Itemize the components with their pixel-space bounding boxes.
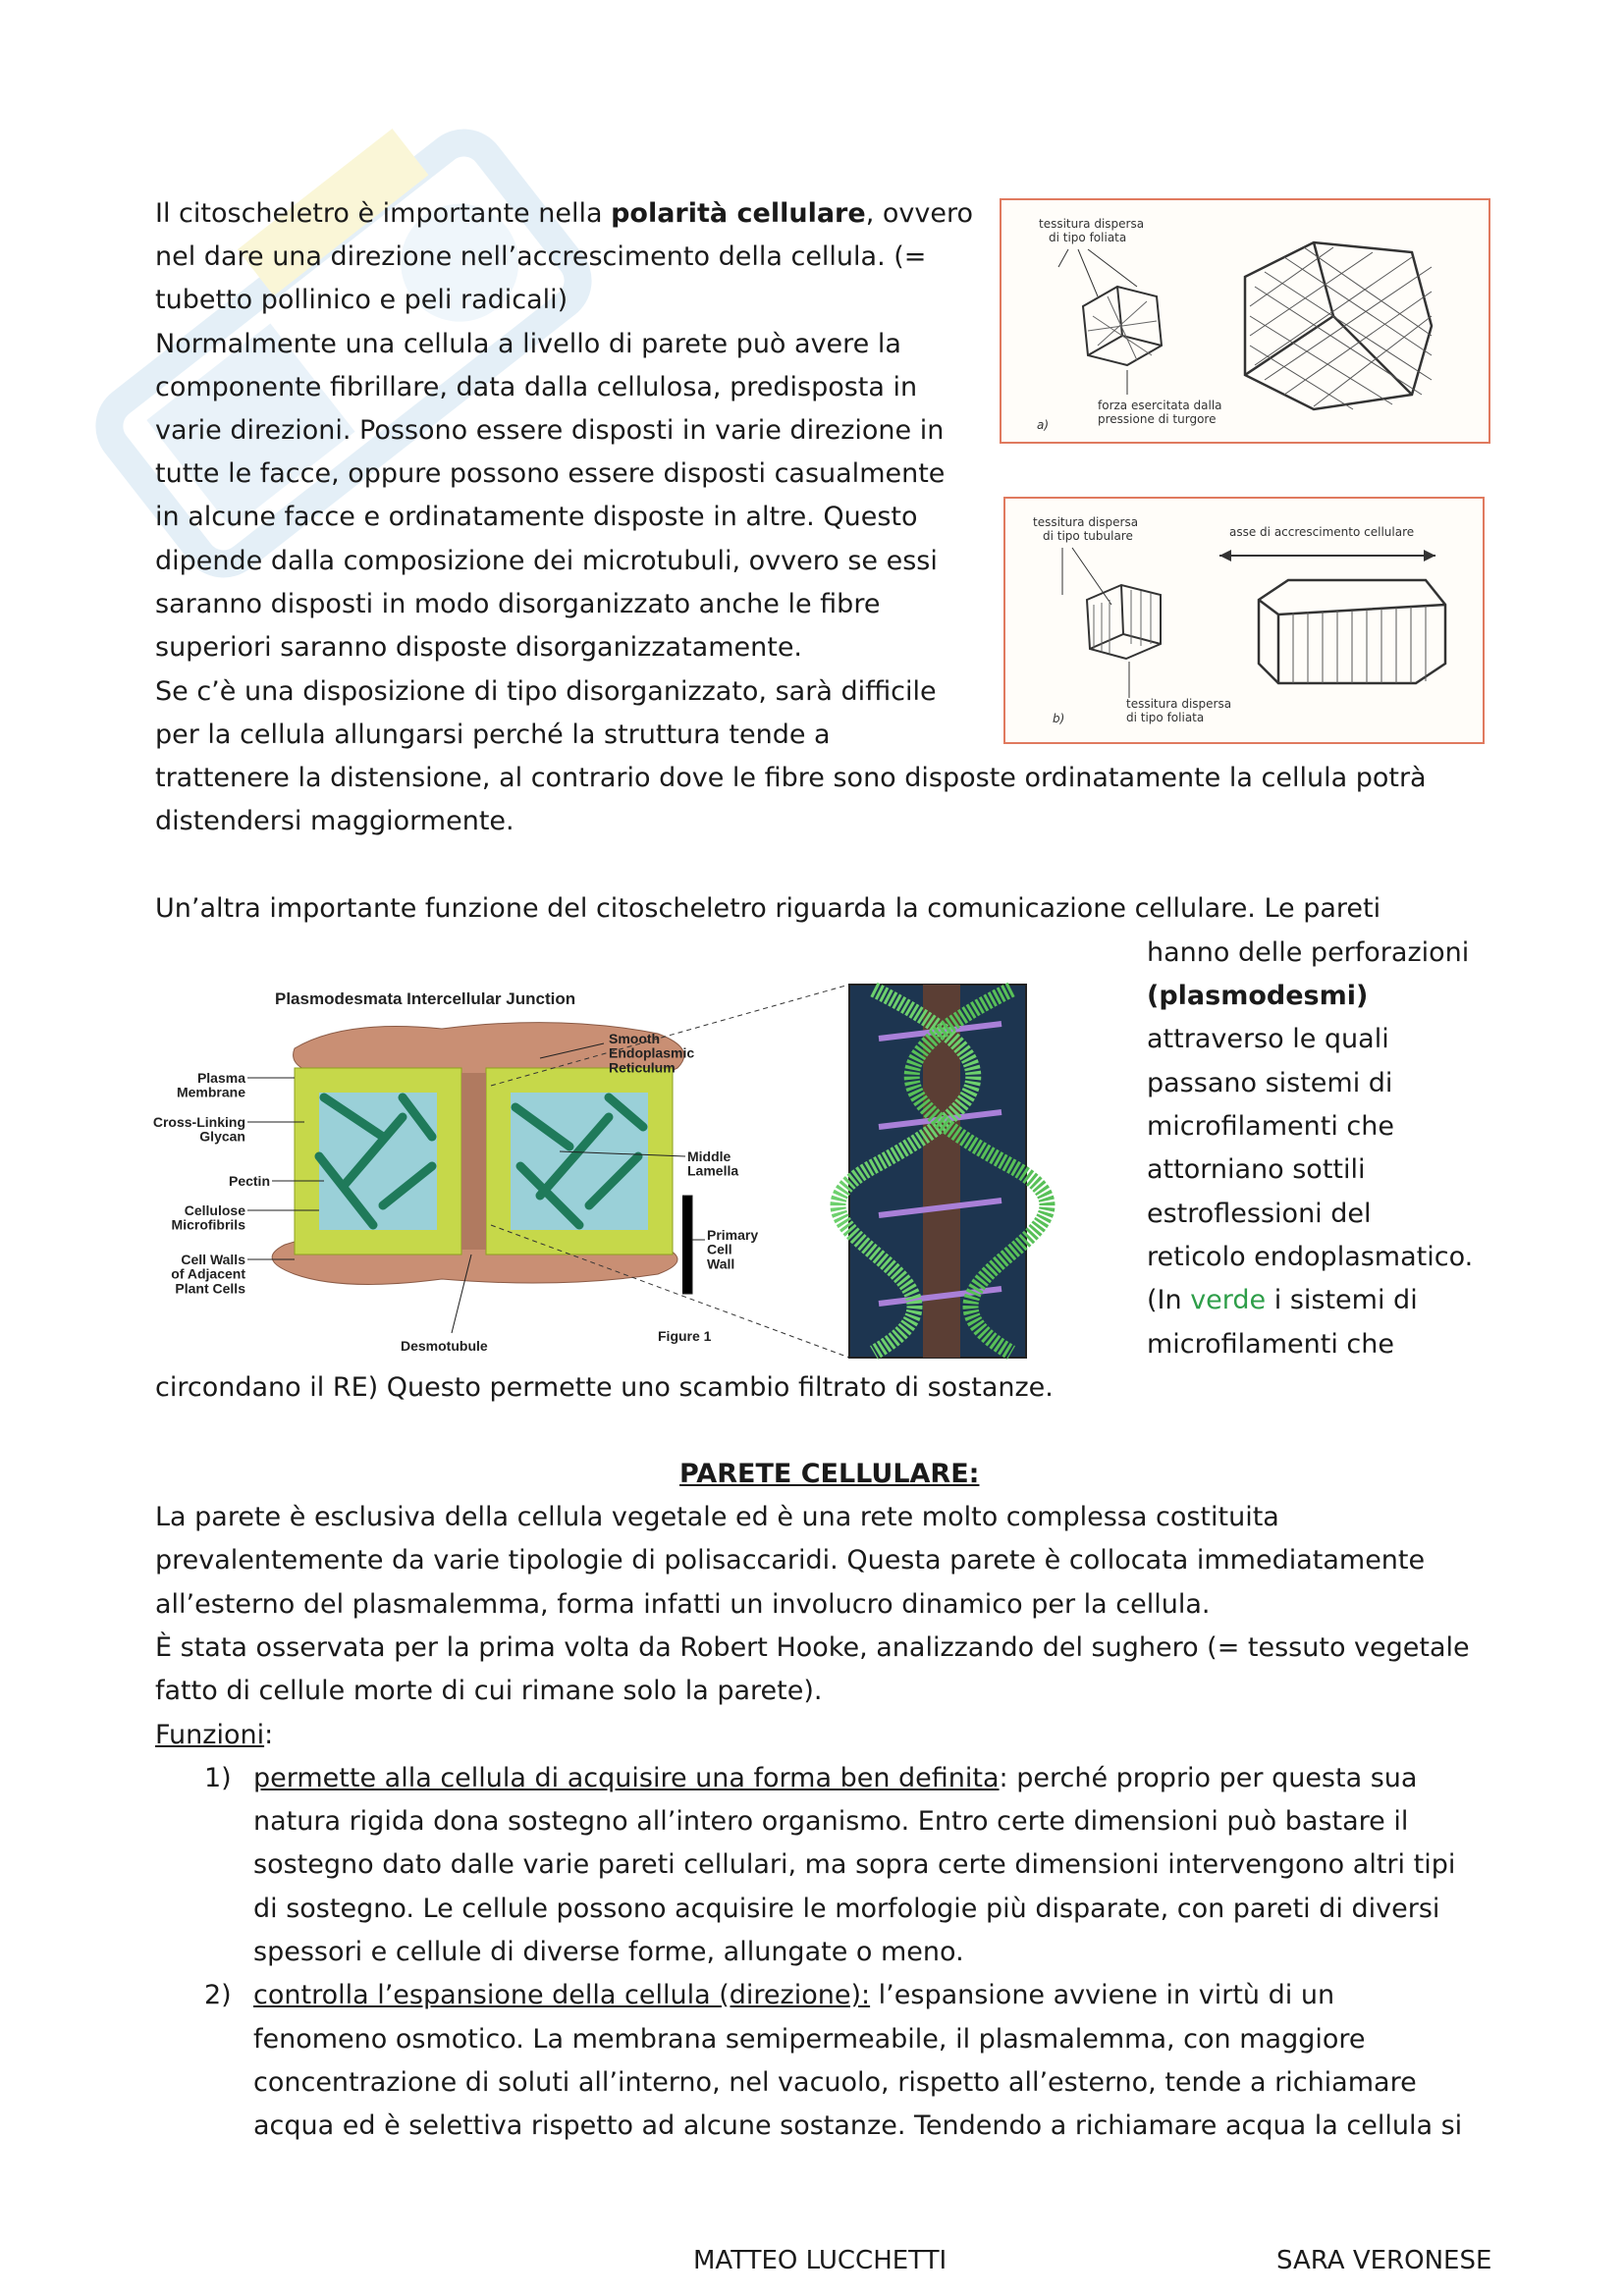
text-line: circondano il RE) Questo permette uno scambio filtrato di sostanze. xyxy=(155,1372,1054,1403)
text-line: tutte le facce, oppure possono essere disposti casualmente xyxy=(155,458,946,489)
text-line: microfilamenti che xyxy=(1147,1329,1394,1360)
figure-b-callout-bottom-2: di tipo foliata xyxy=(1126,711,1205,724)
text-line: all’esterno del plasmalemma, forma infatti un involucro dinamico per la cellula. xyxy=(155,1589,1211,1620)
text-line: fatto di cellule morte di cui rimane solo la parete). xyxy=(155,1676,823,1706)
section-heading: PARETE CELLULARE: xyxy=(679,1459,980,1489)
list-item-line: di sostegno. Le cellule possono acquisire le morfologie più disparate, con pareti di diversi xyxy=(253,1894,1440,1924)
text-line: Se c’è una disposizione di tipo disorganizzato, sarà difficile xyxy=(155,676,937,707)
figure-a-label: a) xyxy=(1037,418,1050,432)
list-item-line: controlla l’espansione della cellula (direzione): l’espansione avviene in virtù di un xyxy=(253,1980,1335,2010)
label-smooth-er: Smooth Endoplasmic Reticulum xyxy=(609,1031,695,1076)
text-line: attorniano sottili xyxy=(1147,1154,1366,1185)
figure-a-callout-bottom-2: pressione di turgore xyxy=(1098,412,1217,426)
figure-b-label: b) xyxy=(1053,712,1065,725)
list-item-line: permette alla cellula di acquisire una forma ben definita: perché proprio per questa sua xyxy=(253,1763,1418,1793)
label-middle-lamella: Middle Lamella xyxy=(687,1148,739,1179)
label-primary-cell-wall: Primary Cell Wall xyxy=(707,1227,759,1272)
label-cell-walls: Cell Walls of Adjacent Plant Cells xyxy=(171,1252,245,1297)
list-item-line: natura rigida dona sostegno all’intero organismo. Entro certe dimensioni può bastare il xyxy=(253,1806,1409,1837)
text-line: nel dare una direzione nell’accrescimento della cellula. (= xyxy=(155,241,927,272)
text-line: Un’altra importante funzione del citoscheletro riguarda la comunicazione cellulare. Le pareti xyxy=(155,893,1381,924)
text-line: superiori saranno disposte disorganizzatamente. xyxy=(155,632,803,663)
figure-a-callout-top-2: di tipo foliata xyxy=(1049,231,1127,244)
figure-a-foliate-texture xyxy=(1000,198,1490,444)
text-line: (In verde i sistemi di xyxy=(1147,1285,1418,1315)
text-line: saranno disposti in modo disorganizzato anche le fibre xyxy=(155,589,881,619)
text-line: in alcune facce e ordinatamente disposte in altre. Questo xyxy=(155,502,918,532)
label-desmotubule: Desmotubule xyxy=(401,1338,488,1354)
list-item-line: fenomeno osmotico. La membrana semipermeabile, il plasmalemma, con maggiore xyxy=(253,2024,1366,2055)
footer-author-2: SARA VERONESE xyxy=(1276,2246,1492,2275)
text-line: attraverso le quali xyxy=(1147,1024,1389,1054)
list-item-line: concentrazione di soluti all’interno, nel vacuolo, rispetto all’esterno, tende a richiamare xyxy=(253,2067,1417,2098)
text-line: La parete è esclusiva della cellula vegetale ed è una rete molto complessa costituita xyxy=(155,1502,1279,1532)
text-line: hanno delle perforazioni xyxy=(1147,937,1470,968)
plasmodesmata-figure xyxy=(147,980,1178,1362)
text-line: Il citoscheletro è importante nella polarità cellulare, ovvero xyxy=(155,198,973,229)
text-line: prevalentemente da varie tipologie di polisaccaridi. Questa parete è collocata immediatamente xyxy=(155,1545,1426,1575)
figure-a-callout-top: tessitura dispersa xyxy=(1039,217,1145,231)
label-figure-1: Figure 1 xyxy=(658,1328,712,1344)
text-line: Normalmente una cellula a livello di parete può avere la xyxy=(155,329,901,359)
list-number: 2) xyxy=(204,1980,232,2010)
list-item-line: sostegno dato dalle varie pareti cellulari, ma sopra certe dimensioni intervengono altri tipi xyxy=(253,1849,1456,1880)
figure-b-callout-bottom: tessitura dispersa xyxy=(1126,697,1232,711)
text-line: Funzioni: xyxy=(155,1720,274,1750)
text-line: trattenere la distensione, al contrario dove le fibre sono disposte ordinatamente la cellula potrà xyxy=(155,763,1427,793)
text-line: per la cellula allungarsi perché la struttura tende a xyxy=(155,720,831,750)
text-line: componente fibrillare, data dalla cellulosa, predisposta in xyxy=(155,372,918,402)
footer-author-1: MATTEO LUCCHETTI xyxy=(693,2246,947,2275)
text-line: tubetto pollinico e peli radicali) xyxy=(155,285,568,315)
figure-b-callout-top-2: di tipo tubulare xyxy=(1043,529,1133,543)
figure-a-callout-bottom: forza esercitata dalla xyxy=(1098,399,1222,412)
text-line: (plasmodesmi) xyxy=(1147,981,1369,1011)
text-line: dipende dalla composizione dei microtubuli, ovvero se essi xyxy=(155,546,938,576)
label-pectin: Pectin xyxy=(228,1173,270,1189)
text-line: passano sistemi di xyxy=(1147,1068,1393,1098)
list-item-line: acqua ed è selettiva rispetto ad alcune sostanze. Tendendo a richiamare acqua la cellula si xyxy=(253,2110,1463,2141)
text-line: microfilamenti che xyxy=(1147,1111,1394,1142)
text-line: distendersi maggiormente. xyxy=(155,806,514,836)
text-line: varie direzioni. Possono essere disposti in varie direzione in xyxy=(155,415,945,446)
figure-b-callout-top: tessitura dispersa xyxy=(1033,515,1139,529)
list-number: 1) xyxy=(204,1763,232,1793)
text-line: È stata osservata per la prima volta da Robert Hooke, analizzando del sughero (= tessuto vegetale xyxy=(155,1632,1470,1663)
figure-b-tubular-texture xyxy=(1003,497,1485,744)
label-plasma-membrane: Plasma Membrane xyxy=(176,1070,245,1100)
label-cross-linking-glycan: Cross-Linking Glycan xyxy=(152,1114,245,1145)
list-item-line: spessori e cellule di diverse forme, allungate o meno. xyxy=(253,1937,964,1967)
label-cellulose-microfibrils: Cellulose Microfibrils xyxy=(171,1202,245,1233)
text-line: reticolo endoplasmatico. xyxy=(1147,1242,1474,1272)
figure-b-axis-label: asse di accrescimento cellulare xyxy=(1229,525,1415,539)
plasmodesmata-title: Plasmodesmata Intercellular Junction xyxy=(275,989,576,1008)
text-line: estroflessioni del xyxy=(1147,1199,1372,1229)
